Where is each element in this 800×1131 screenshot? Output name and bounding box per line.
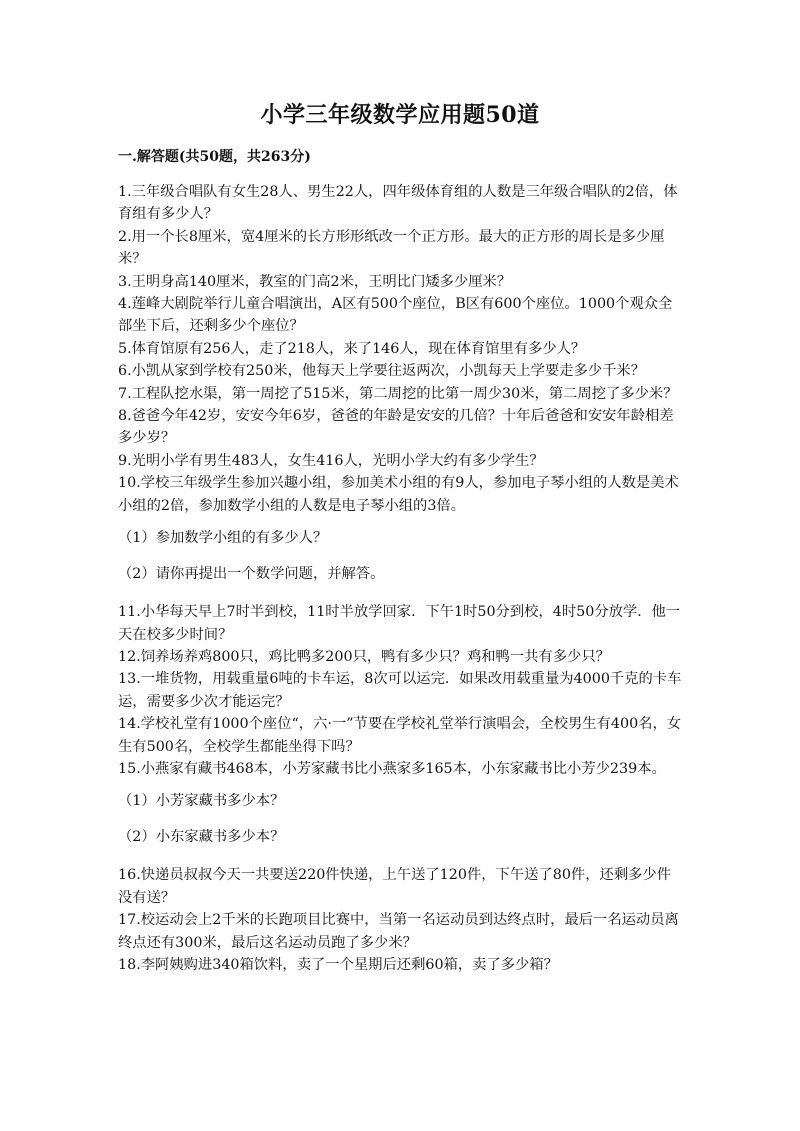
question-12: 12.饲养场养鸡800只，鸡比鸭多200只，鸭有多少只？鸡和鸭一共有多少只？ [118, 648, 610, 665]
question-11: 11.小华每天早上7时半到校，11时半放学回家．下午1时50分到校，4时50分放学．他一天在校多少时间？ [118, 604, 681, 643]
question-10-part-1: （1）参加数学小组的有多少人？ [118, 530, 328, 547]
question-10: 10.学校三年级学生参加兴趣小组，参加美术小组的有9人，参加电子琴小组的人数是美术小组的2倍，参加数学小组的人数是电子琴小组的3倍。 [118, 475, 679, 514]
question-16: 16.快递员叔叔今天一共要送220件快递，上午送了120件，下午送了80件，还剩多少件没有送？ [118, 867, 672, 906]
question-5: 5.体育馆原有256人，走了218人，来了146人，现在体育馆里有多少人？ [118, 340, 586, 357]
question-4: 4.莲峰大剧院举行儿童合唱演出，A区有500个座位，B区有600个座位。1000个观众全部坐下后，还剩多少个座位？ [118, 296, 673, 335]
question-7: 7.工程队挖水渠，第一周挖了515米，第二周挖的比第一周少30米，第二周挖了多少米？ [118, 385, 678, 402]
question-15-part-1: （1）小芳家藏书多少本？ [118, 793, 285, 810]
question-2: 2.用一个长8厘米，宽4厘米的长方形形纸改一个正方形。最大的正方形的周长是多少厘米？ [118, 228, 665, 268]
question-14: 14.学校礼堂有1000个座位“，六·一”节要在学校礼堂举行演唱会，全校男生有400名，女生有500名，全校学生都能坐得下吗？ [118, 716, 682, 755]
spacer [118, 589, 684, 601]
question-1: 1.三年级合唱队有女生28人、男生22人，四年级体育组的人数是三年级合唱队的2倍，体育组有多少人？ [118, 184, 678, 223]
spacer [118, 852, 684, 864]
question-10-part-2: （2）请你再提出一个数学问题，并解答。 [118, 566, 385, 583]
question-3: 3.王明身高140厘米，教室的门高2米，王明比门矮多少厘米？ [118, 273, 512, 290]
question-17: 17.校运动会上2千米的长跑项目比赛中，当第一名运动员到达终点时，最后一名运动员离终点还有300米，最后这名运动员跑了多少米？ [118, 912, 679, 951]
question-6: 6.小凯从家到学校有250米，他每天上学要往返两次，小凯每天上学要走多少千米？ [118, 363, 646, 380]
question-15: 15.小燕家有藏书468本，小芳家藏书比小燕家多165本，小东家藏书比小芳少239本。 [118, 760, 666, 777]
question-18: 18.李阿姨购进340箱饮料，卖了一个星期后还剩60箱，卖了多少箱？ [118, 956, 558, 973]
question-9: 9.光明小学有男生483人，女生416人，光明小学大约有多少学生？ [118, 452, 544, 469]
document-title: 小学三年级数学应用题50道 [260, 102, 540, 128]
question-15-part-2: （2）小东家藏书多少本？ [118, 829, 285, 846]
question-8: 8.爸爸今年42岁，安安今年6岁，爸爸的年龄是安安的几倍？十年后爸爸和安安年龄相差多少岁？ [118, 408, 674, 447]
question-list [118, 181, 684, 976]
question-13: 13.一堆货物，用载重量6吨的卡车运，8次可以运完．如果改用载重量为4000千克的卡车运，需要多少次才能运完？ [118, 671, 682, 710]
section-heading: 一.解答题(共50题，共263分) [118, 149, 311, 165]
